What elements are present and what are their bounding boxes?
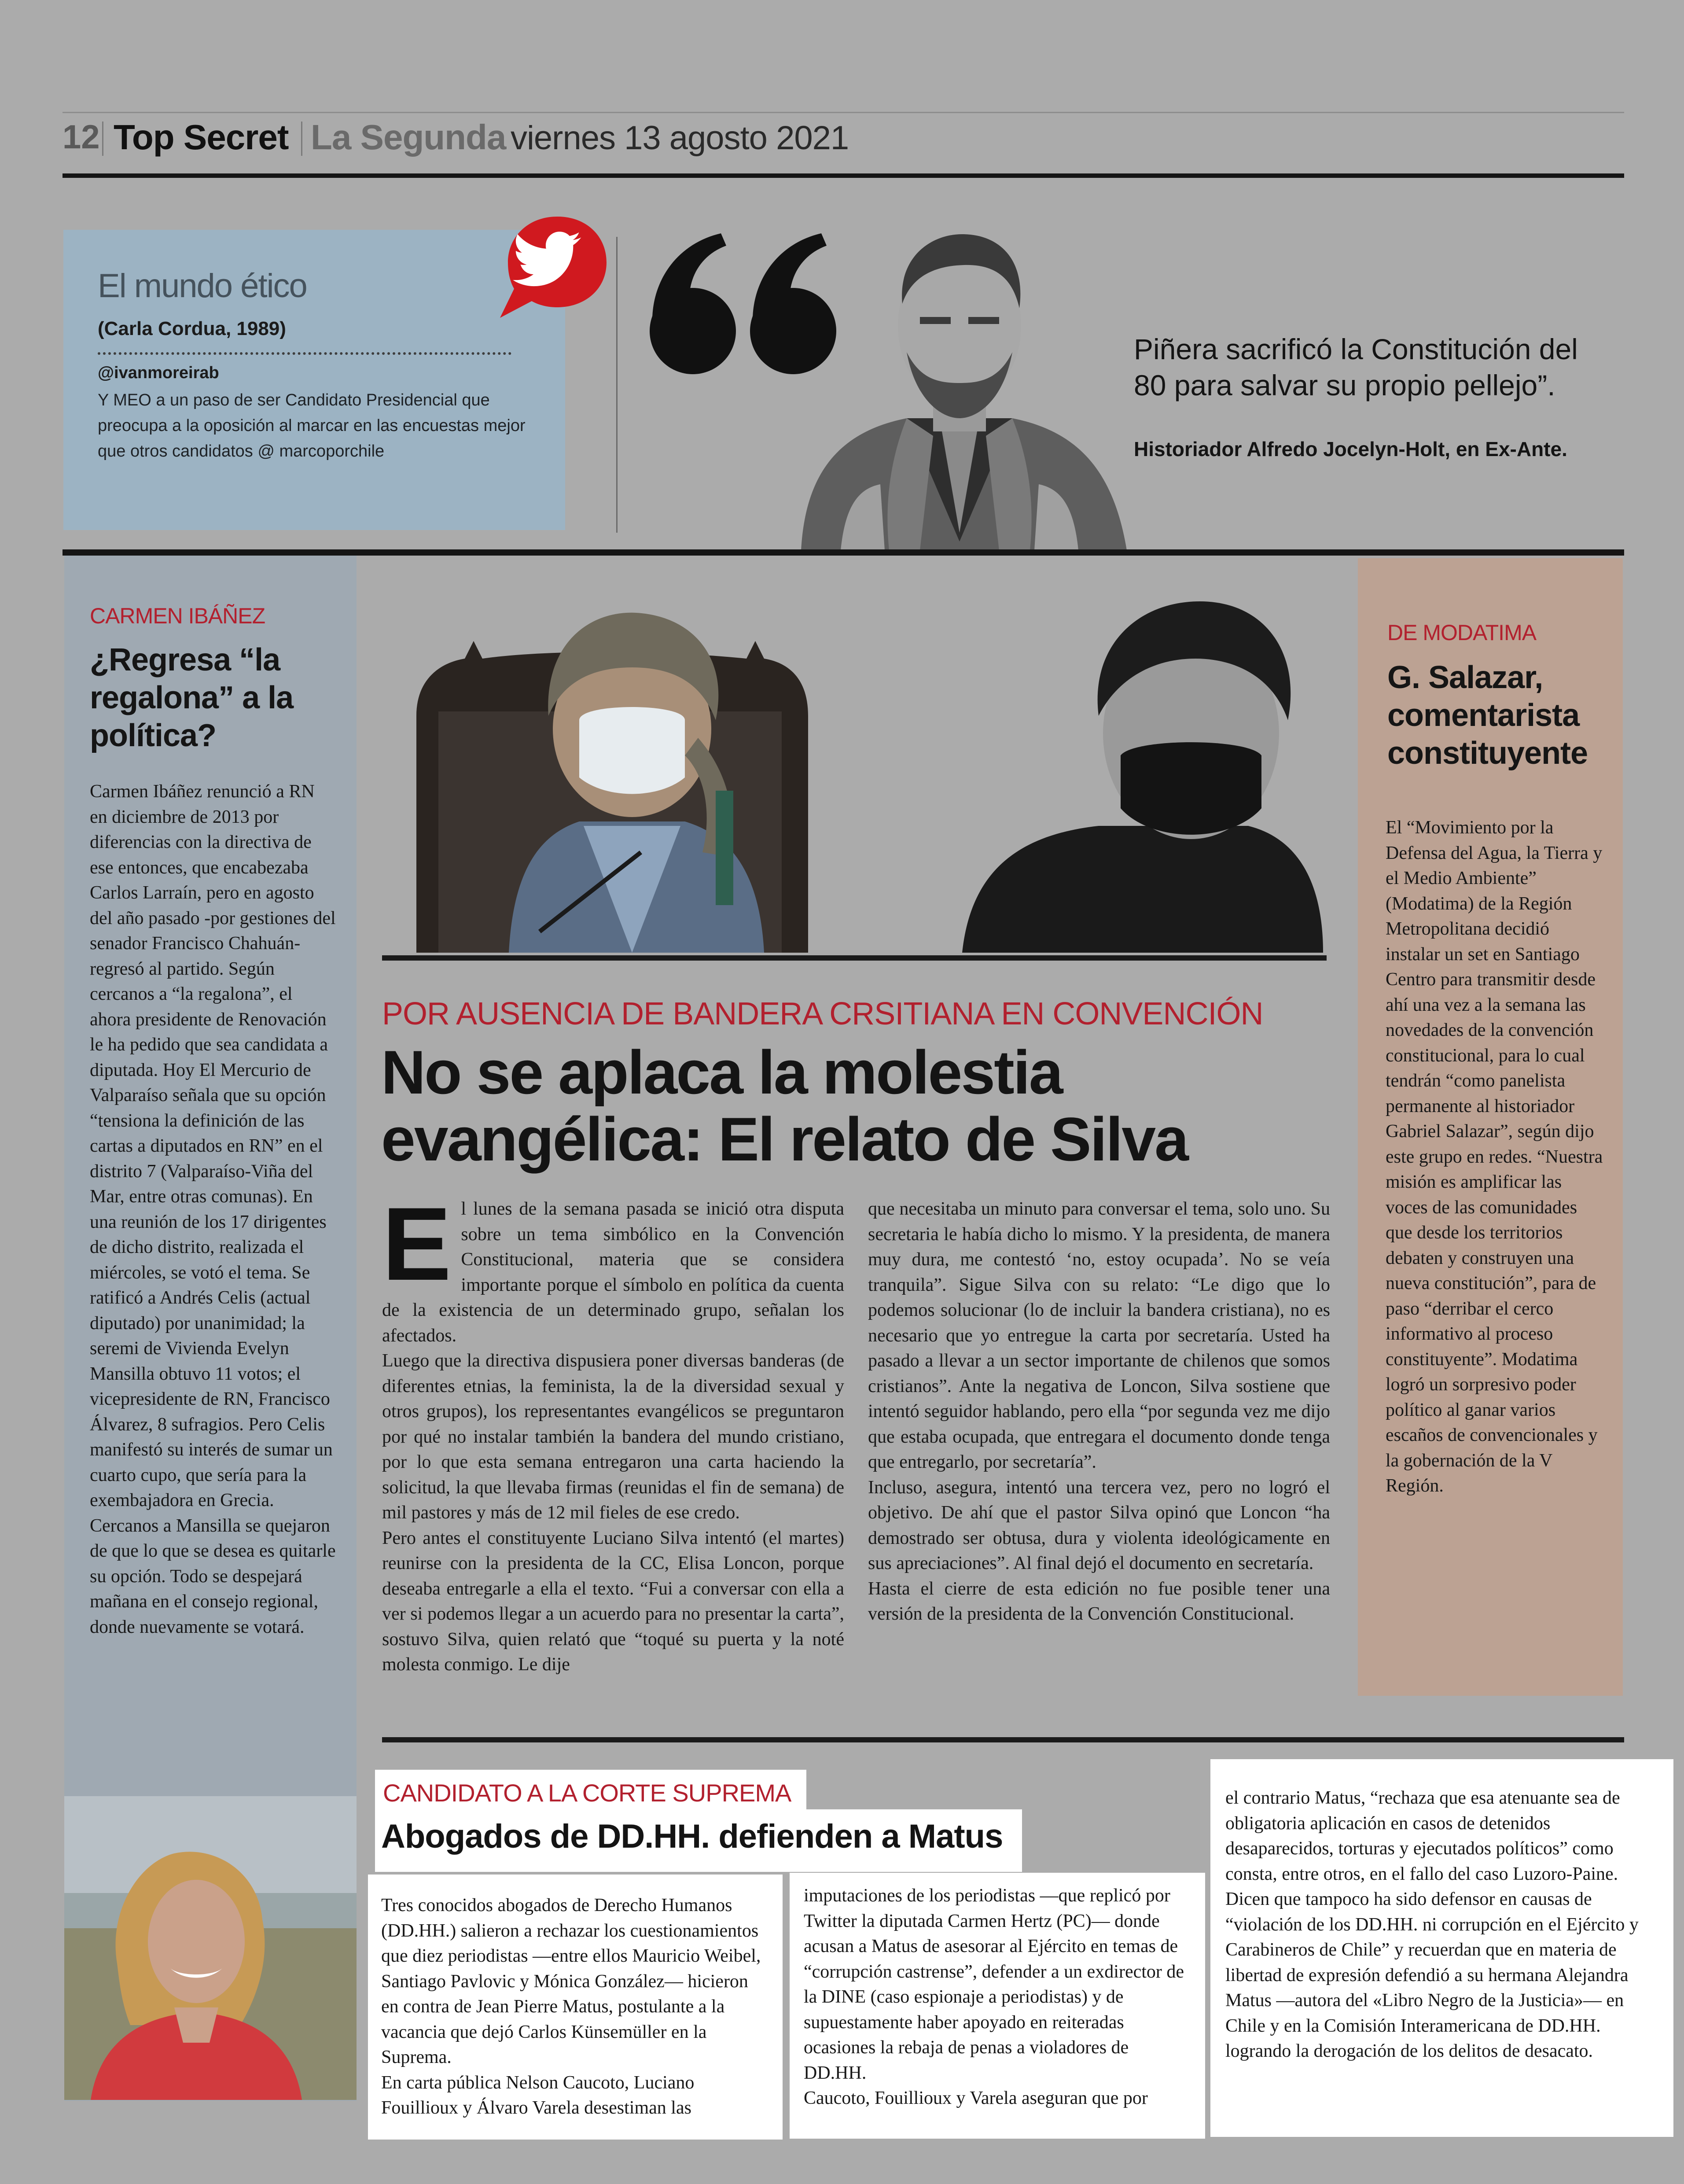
page-number: 12 [63,118,100,156]
tweet-title: El mundo ético [98,267,307,305]
main-paragraph: l lunes de la semana pasada se inició otra disputa sobre un tema simbólico en la Convención Constitucional, materia que se considera importante porque el símbolo en política da cuenta de la existencia de un determinado grupo, señalan los afectados. [382,1199,844,1346]
bottom-paragraph: En carta pública Nelson Caucoto, Luciano Fouillioux y Álvaro Varela desestiman las [381,2072,695,2118]
bottom-kicker: CANDIDATO A LA CORTE SUPREMA [383,1779,791,1807]
tweet-text: Y MEO a un paso de ser Candidato Presidencial que preocupa a la oposición al marcar en las encuestas mejor que otros candidatos @ marcoporchile [98,391,526,460]
right-kicker: DE MODATIMA [1387,620,1537,645]
main-article-column-1 [382,1186,844,1678]
main-headline: No se aplaca la molestia evangélica: El relato de Silva [381,1038,1188,1174]
main-paragraph: que necesitaba un minuto para conversar el tema, solo uno. Su secretaria le había dicho lo mismo. Y la presidenta, de manera muy dura, me contestó ‘no, estoy ocupada’. No se veía tranquila”. Sigue Silva con su relato: “Le digo que lo podemos solucionar (lo de incluir la bandera cristiana), no es necesario que yo entregue la carta por secretaría. Usted ha pasado a llevar a un sector importante de chilenos que somos cristianos”. Ante la negativa de Loncon, Silva sostiene que intentó seguidor hablando, pero ella “por segunda vez me dijo que estaba ocupada, que entregara el documento donde tenga que entregarlo, por secretaría”. [868,1199,1330,1472]
section-rule [63,549,1624,556]
section-name: Top Secret [114,118,289,157]
left-kicker: CARMEN IBÁÑEZ [90,604,265,628]
bottom-column-2-box [790,1873,1205,2139]
bottom-headline: Abogados de DD.HH. defienden a Matus [381,1818,1003,1855]
header-rule [63,173,1624,178]
main-paragraph: Incluso, asegura, intentó una tercera vez, pero no logró el objetivo. De ahí que el pastor Silva opinó que Loncon “ha demostrado ser obtusa, dura y violenta ideológicamente en sus apreciaciones”. Al final dejó el documento en secretaría. [868,1477,1330,1573]
newspaper-name: La Segunda [311,118,506,157]
dotted-divider [98,352,511,355]
issue-date: viernes 13 agosto 2021 [511,119,849,157]
bottom-paragraph: Caucoto, Fouillioux y Varela aseguran que por [804,2088,1148,2108]
vertical-divider [616,237,618,533]
tweet-handle: @ivanmoreirab [98,364,219,382]
bottom-column-1-box [368,1875,783,2140]
photo-rule [382,955,1327,961]
left-headline: ¿Regresa “la regalona” a la política? [90,642,294,753]
bottom-paragraph: imputaciones de los periodistas —que replicó por Twitter la diputada Carmen Hertz (PC)— donde acusan a Matus de asesorar al Ejército en temas de “corrupción castrense”, defender a un exdirector de la DINE (caso espionaje a periodistas) y de supuestamente haber apoyado en reiteradas ocasiones la rebaja de penas a violadores de DD.HH. [804,1886,1184,2083]
convention-photos [412,571,1327,953]
main-paragraph: Pero antes el constituyente Luciano Silva intentó (el martes) reunirse con la presidenta de la CC, Elisa Loncon, porque deseaba entregarle a ella el texto. “Fui a conversar con ella a ver si podemos llegar a un acuerdo para no presentar la carta”, sostuvo Silva, quien relató que “toqué su puerta y la noté molesta conmigo. Le dije [382,1528,844,1675]
header-separator [301,122,302,156]
main-paragraph: Luego que la directiva dispusiera poner diversas banderas (de diferentes etnias, la feminista, la de la diversidad sexual y otros grupos), los representantes evangélicos se preguntaron por qué no instalar también la bandera del mundo cristiano, por lo que esta semana entregaron una carta haciendo la solicitud, la que llevaba firmas (reunidas el fin de semana) de mil pastores y más de 12 mil fieles de ese credo. [382,1351,844,1523]
bottom-column-3-box [1210,1759,1673,2137]
main-paragraph: Hasta el cierre de esta edición no fue posible tener una versión de la presidenta de la Convención Constitucional. [868,1578,1330,1624]
bottom-section-rule [382,1737,1624,1742]
bottom-paragraph: el contrario Matus, “rechaza que esa atenuante sea de obligatoria aplicación en casos de detenidos desaparecidos, torturas y ejecutados políticos” como consta, entre otros, en el fallo del caso Luzoro-Paine. [1225,1788,1620,1884]
twitter-bird-icon [491,213,610,323]
quote-attribution: Historiador Alfredo Jocelyn-Holt, en Ex-Ante. [1134,438,1567,460]
bottom-paragraph: Dicen que tampoco ha sido defensor en causas de “violación de los DD.HH. ni corrupción en el Ejército y Carabineros de Chile” y recuerdan que en materia de libertad de expresión defendió a su hermana Alejandra Matus —autora del «Libro Negro de la Justicia»— en Chile y en la Comisión Interamericana de DD.HH. logrando la derogación de los delitos de desacato. [1225,1889,1639,2061]
left-body-text: Carmen Ibáñez renunció a RN en diciembre de 2013 por diferencias con la directiva de ese entonces, que encabezaba Carlos Larraín, pero en agosto del año pasado -por gestiones del senador Francisco Chahuán- regresó al partido. Según cercanos a “la regalona”, el ahora presidente de Renovación le ha pedido que sea candidata a diputada. Hoy El Mercurio de Valparaíso señala que su opción “tensiona la definición de las cartas a diputados en RN” en el distrito 7 (Valparaíso-Viña del Mar, entre otras comunas). En una reunión de los 17 dirigentes de dicho distrito, realizada el miércoles, se votó el tema. Se ratificó a Andrés Celis (actual diputado) por unanimidad; la seremi de Vivienda Evelyn Mansilla obtuvo 11 votos; el vicepresidente de RN, Francisco Álvarez, 8 sufragios. Pero Celis manifestó su interés de sumar un cuarto cupo, que sería para la exembajadora en Grecia. Cercanos a Mansilla se quejaron de que lo que se desea es quitarle su opción. Todo se despejará mañana en el consejo regional, donde nuevamente se votará. [90,781,336,1637]
main-article-column-2 [868,1197,1330,1627]
historian-portrait-photo [775,225,1140,550]
header-top-rule [63,112,1624,113]
main-kicker: POR AUSENCIA DE BANDERA CRSITIANA EN CONVENCIÓN [382,996,1263,1031]
pull-quote: Piñera sacrificó la Constitución del 80 para salvar su propio pellejo”. [1134,333,1578,401]
bottom-paragraph: Tres conocidos abogados de Derecho Humanos (DD.HH.) salieron a rechazar los cuestionamientos que diez periodistas —entre ellos Mauricio Weibel, Santiago Pavlovic y Mónica González— hicieron en contra de Jean Pierre Matus, postulante a la vacancia que dejó Carlos Künsemüller en la Suprema. [381,1895,761,2067]
carmen-ibanez-photo [64,1796,357,2100]
right-body-text: El “Movimiento por la Defensa del Agua, la Tierra y el Medio Ambiente” (Modatima) de la Región Metropolitana decidió instalar un set en Santiago Centro para transmitir desde ahí una vez a la semana las novedades de la convención constitucional, para lo cual tendrán “como panelista permanente al historiador Gabriel Salazar”, según dijo este grupo en redes. “Nuestra misión es amplificar las voces de las comunidades que desde los territorios debaten y construyen una nueva constitución”, para de paso “derribar el cerco informativo al proceso constituyente”. Modatima logró un sorpresivo poder político al ganar varios escaños de convencionales y la gobernación de la V Región. [1386,818,1603,1496]
tweet-author: (Carla Cordua, 1989) [98,318,286,339]
drop-cap: E [382,1186,452,1302]
header-separator [102,122,103,156]
right-headline: G. Salazar, comentarista constituyente [1387,660,1588,771]
